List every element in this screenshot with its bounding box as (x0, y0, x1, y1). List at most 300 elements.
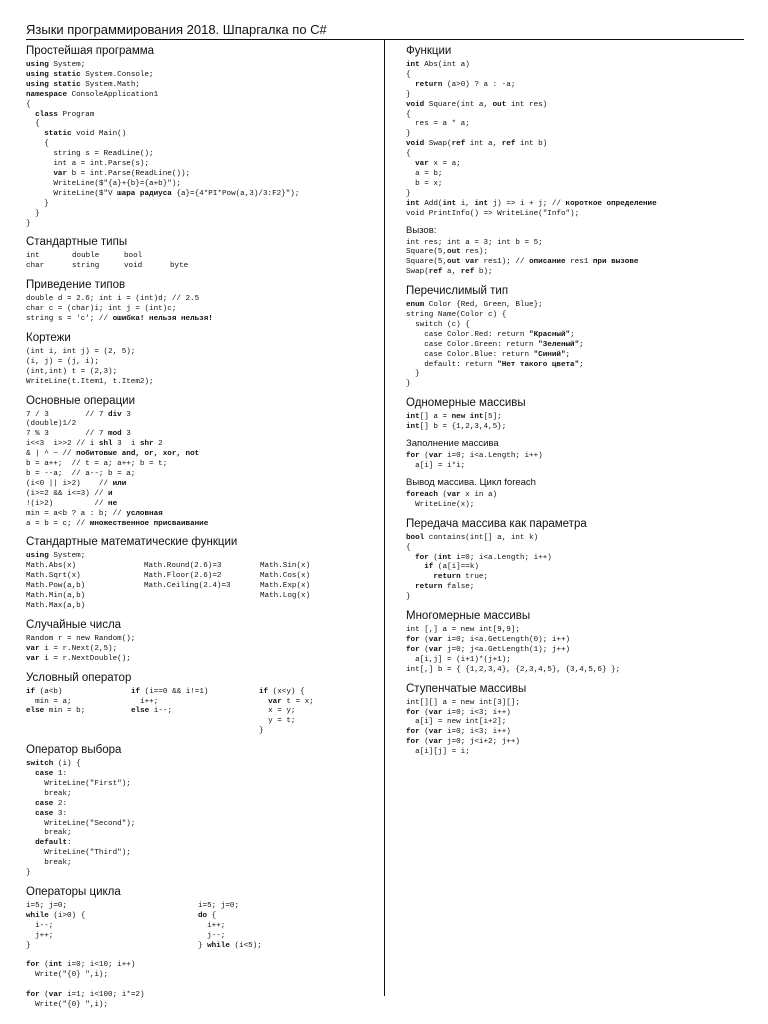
keyword: new int (451, 413, 484, 422)
section-heading: Основные операции (26, 394, 136, 407)
grid-cell: Math.Round(2.6)=3 (144, 562, 222, 571)
grid-cell: i--; (26, 921, 54, 930)
code-line: a = b; (406, 169, 443, 178)
code-line: WriteLine("Third"); (26, 849, 131, 858)
grid-cell: } (26, 941, 31, 950)
code-line: Swap(ref a, ref b); (406, 268, 493, 277)
grid-cell: if (x<y) { (259, 687, 305, 696)
section-heading: Многомерные массивы (406, 610, 531, 623)
code-line: b = --a; // a--; b = a; (26, 470, 136, 478)
code-line: b = a++; // t = a; a++; b = t; (26, 460, 168, 469)
code-block (26, 952, 381, 1011)
keyword: ref (451, 140, 466, 149)
code-line: break; (26, 789, 72, 798)
keyword: class (35, 110, 58, 119)
section-heading: Перечислимый тип (406, 285, 509, 298)
grid-cell: } (259, 727, 264, 736)
code-line: for (var i=0; i<3; i++) (406, 708, 511, 717)
grid-cell: void (124, 262, 143, 271)
section-heading: Операторы цикла (26, 886, 121, 898)
grid-cell: var t = x; (268, 697, 314, 706)
keyword: короткое определение (565, 199, 657, 208)
code-line: for (var i=0; i<3; i++) (406, 728, 511, 737)
grid-cell: while (i>0) { (26, 911, 86, 920)
code-line: } (406, 90, 411, 99)
keyword: for (26, 961, 40, 970)
grid-cell (131, 717, 259, 727)
code-line: a[i] = i*i; (406, 462, 466, 470)
code-line: string Name(Color c) { (406, 311, 507, 320)
code-line: } (26, 209, 40, 218)
code-line: (int i, int j) = (2, 5); (26, 347, 136, 356)
grid-cell: Math.Ceiling(2.4)=3 (144, 582, 231, 591)
code-line: } (406, 593, 411, 602)
code-line: { (406, 110, 411, 119)
code-line: (int,int) t = (2,3); (26, 367, 118, 376)
conditional-grid (26, 688, 381, 738)
code-line: case Color.Green: return "Зеленый"; (406, 340, 584, 349)
keyword: int (48, 961, 63, 970)
grid-cell: } while (i<5); (198, 941, 262, 950)
grid-cell: Math.Exp(x) (260, 582, 311, 591)
code-line: switch (i) { (26, 760, 81, 769)
code-line: !(i>2) // не (26, 499, 118, 508)
section-conditional (26, 671, 381, 738)
code-line: for (var i=0; i<a.GetLength(0); i++) (406, 635, 571, 644)
code-line: string s = ReadLine(); (26, 150, 154, 159)
grid-cell: Math.Pow(a,b) (26, 582, 86, 591)
keyword: void (406, 140, 425, 149)
code-line: for (int i=0; i<10; i++) (26, 961, 136, 970)
keyword: out (492, 100, 507, 109)
code-block (406, 301, 746, 390)
keyword: out var (447, 258, 479, 267)
code-line: 7 / 3 // 7 div 3 (26, 410, 131, 419)
code-line: break; (26, 829, 72, 838)
grid-cell (170, 252, 210, 262)
keyword: foreach (406, 490, 438, 499)
keyword: case (35, 809, 54, 818)
section-multidim-arrays (406, 609, 746, 676)
grid-cell: Math.Max(a,b) (26, 601, 86, 610)
grid-cell: i=5; j=0; (26, 902, 68, 910)
grid-cell (144, 602, 260, 612)
section-tuples (26, 331, 381, 388)
section-heading: Стандартные типы (26, 236, 128, 249)
keyword: и (108, 489, 113, 498)
keyword: while (207, 941, 230, 950)
code-line: for (var i=1; i<100; i*=2) (26, 991, 145, 1000)
subsection-heading: Вызов: (406, 224, 437, 236)
code-block (406, 452, 746, 472)
code-line: var b = int.Parse(ReadLine()); (53, 169, 191, 178)
keyword: var (428, 738, 443, 747)
code-line: for (var j=0; j<i+2; j++) (406, 738, 520, 747)
code-line: static void Main() (44, 130, 127, 139)
code-line: break; (26, 859, 72, 868)
code-line: (i, j) = (j, i); (26, 357, 99, 366)
code-line: { (26, 140, 49, 149)
keyword: int (442, 199, 457, 208)
grid-cell (144, 592, 260, 602)
keyword: int (437, 553, 452, 562)
code-line: int[] b = {1,2,3,4,5}; (406, 423, 507, 432)
code-line: (double)1/2 (26, 420, 77, 429)
code-line: char c = (char)i; int j = (int)c; (26, 305, 177, 314)
grid-cell: y = t; (259, 717, 296, 726)
keyword: static (44, 130, 72, 139)
code-line: int[] a = new int[5]; (406, 413, 502, 422)
code-line: b = x; (406, 179, 443, 188)
code-block (26, 348, 381, 388)
code-line: using static System.Console; (26, 70, 154, 79)
grid-cell: i++; (131, 697, 159, 706)
keyword: if (259, 687, 269, 696)
keyword: case (35, 799, 54, 808)
code-line: int [,] a = new int[9,9]; (406, 626, 520, 635)
code-line: bool contains(int[] a, int k) (406, 533, 539, 542)
section-basic-operations (26, 394, 381, 530)
keyword: var (447, 490, 461, 499)
code-line: } (406, 130, 411, 139)
code-line: Square(5,out var res1); // описание res1 при вызове (406, 258, 639, 267)
keyword: ref (460, 268, 475, 277)
section-heading: Стандартные математические функции (26, 536, 238, 549)
keyword: for (406, 635, 420, 644)
keyword: enum (406, 301, 425, 310)
right-column (406, 42, 746, 758)
code-line: a[i] = new int[i+2]; (406, 718, 507, 727)
keyword: var (268, 697, 282, 706)
keyword: побитовые and, or, xor, not (76, 450, 200, 459)
section-heading: Оператор выбора (26, 744, 122, 757)
code-block (406, 491, 746, 511)
grid-cell: double (72, 252, 100, 261)
code-line: return true; (433, 573, 489, 582)
keyword: shr (139, 440, 154, 449)
section-arrays (406, 396, 746, 510)
grid-cell (26, 727, 131, 737)
keyword: int (406, 413, 420, 422)
code-line: int Add(int i, int j) => i + j; // короткое определение (406, 199, 657, 208)
keyword: "Красный" (529, 330, 571, 339)
keyword: var (48, 991, 63, 1000)
code-block (406, 626, 746, 676)
code-block (26, 635, 381, 665)
code-line: Square(5,out res); (406, 248, 489, 257)
section-array-parameter (406, 517, 746, 603)
keyword: int (406, 61, 420, 69)
code-block (406, 699, 746, 758)
code-line: } (406, 370, 420, 379)
code-line: for (var j=0; j<a.GetLength(1); j++) (406, 645, 571, 654)
keyword: out (447, 248, 461, 257)
keyword: bool (406, 533, 425, 542)
code-block (406, 61, 746, 220)
keyword: switch (26, 760, 54, 769)
code-line: { (406, 150, 411, 159)
code-line: WriteLine("Second"); (26, 819, 136, 828)
code-line: foreach (var x in a) (406, 490, 498, 499)
code-block (26, 295, 381, 325)
code-line: WriteLine("First"); (26, 779, 131, 788)
code-line: Write("{0} ",i); (26, 1001, 109, 1010)
keyword: while (26, 911, 49, 920)
keyword: var (26, 644, 40, 653)
code-line: case 3: (35, 809, 68, 818)
section-functions (406, 44, 746, 278)
keyword: mod (108, 430, 122, 439)
keyword: "Нет такого цвета" (497, 360, 580, 369)
grid-cell: else min = b; (26, 707, 86, 716)
code-line: using System; (26, 552, 86, 561)
keyword: for (406, 452, 420, 461)
code-block (26, 552, 381, 562)
code-line: enum Color {Red, Green, Blue}; (406, 301, 543, 310)
code-line: { (26, 100, 31, 109)
keyword: default (35, 839, 68, 848)
code-line: class Program (35, 110, 95, 119)
keyword: ref (501, 140, 516, 149)
section-jagged-arrays (406, 682, 746, 758)
grid-cell: i=5; j=0; (198, 902, 240, 910)
code-line: default: return "Нет такого цвета"; (406, 360, 584, 369)
section-heading: Приведение типов (26, 279, 126, 292)
code-line: void Swap(ref int a, ref int b) (406, 140, 548, 149)
keyword: void (406, 100, 425, 109)
keyword: int (406, 423, 420, 432)
code-line: } (26, 219, 31, 228)
code-line: case Color.Blue: return "Синий"; (406, 350, 571, 359)
keyword: for (26, 991, 40, 1000)
code-line: for (var i=0; i<a.Length; i++) (406, 452, 543, 461)
keyword: var (53, 169, 68, 178)
section-heading: Случайные числа (26, 618, 122, 631)
code-block (26, 760, 381, 879)
code-line: res = a * a; (406, 120, 470, 129)
code-line: void PrintInfo() => WriteLine("Info"); (406, 209, 580, 218)
code-line: using static System.Math; (26, 80, 140, 89)
grid-cell: Math.Sin(x) (260, 562, 311, 571)
grid-cell: j--; (198, 931, 226, 940)
keyword: или (112, 479, 127, 488)
code-line: default: (35, 839, 72, 848)
grid-cell: Math.Abs(x) (26, 562, 77, 571)
types-grid (26, 252, 381, 272)
section-heading: Одномерные массивы (406, 397, 526, 410)
keyword: "Зеленый" (538, 340, 580, 349)
code-line: & | ^ ~ // побитовые and, or, xor, not (26, 450, 200, 459)
keyword: for (406, 645, 420, 654)
code-line: case Color.Red: return "Красный"; (406, 330, 575, 339)
keyword: for (406, 738, 420, 747)
code-line: if (a[i]==k) (424, 563, 479, 572)
grid-cell: int (26, 252, 40, 261)
keyword: if (131, 687, 141, 696)
grid-cell: do { (198, 911, 217, 920)
title-rule (26, 39, 744, 40)
keyword: при вызове (592, 258, 639, 267)
code-line: case 1: (35, 770, 68, 779)
keyword: var (428, 635, 443, 644)
keyword: if (424, 563, 434, 572)
keyword: var (428, 645, 443, 654)
keyword: int (406, 199, 420, 208)
keyword: var (428, 728, 443, 737)
grid-cell: byte (170, 262, 189, 271)
grid-cell: char (26, 262, 45, 271)
code-line: int[][] a = new int[3][]; (406, 698, 520, 707)
section-heading: Передача массива как параметра (406, 517, 587, 530)
section-heading: Простейшая программа (26, 45, 155, 57)
code-line: var i = r.NextDouble(); (26, 654, 131, 663)
grid-cell: else i--; (131, 707, 173, 716)
grid-cell: bool (124, 252, 143, 261)
code-line: var i = r.Next(2,5); (26, 644, 118, 653)
section-switch (26, 743, 381, 879)
code-line: int[,] b = { {1,2,3,4}, {2,3,4,5}, {3,4,5,6} }; (406, 665, 621, 674)
grid-cell (131, 727, 259, 737)
grid-cell: Math.Sqrt(x) (26, 572, 81, 581)
keyword: var (428, 708, 443, 717)
keyword: ref (428, 268, 443, 277)
keyword: var (428, 452, 443, 461)
keyword: using static (26, 80, 81, 89)
keyword: else (131, 707, 150, 716)
code-line: return (a>0) ? a : -a; (415, 80, 516, 89)
code-block (406, 534, 746, 603)
code-block (406, 413, 746, 433)
code-line: Random r = new Random(); (26, 634, 136, 643)
code-line: a = b = c; // множественное присваивание (26, 519, 209, 528)
code-line: int res; int a = 3; int b = 5; (406, 238, 543, 247)
keyword: for (415, 553, 429, 562)
keyword: ошибка! нельзя нельзя! (112, 315, 213, 324)
code-line: using System; (26, 61, 86, 69)
code-line: a[i,j] = (i+1)*(j+1); (406, 655, 511, 664)
keyword: var (415, 160, 429, 169)
section-heading: Функции (406, 45, 452, 57)
section-type-casts (26, 278, 381, 325)
code-line: } (406, 380, 411, 389)
code-line: switch (c) { (406, 320, 470, 329)
grid-cell: if (i==0 && i!=1) (131, 687, 209, 696)
keyword: шара радиуса (117, 189, 172, 198)
code-line: a[i][j] = i; (406, 748, 470, 757)
left-column (26, 42, 381, 1011)
code-line: min = a<b ? a : b; // условная (26, 509, 163, 518)
code-line: { (26, 120, 40, 129)
grid-cell: Math.Floor(2.6)=2 (144, 572, 222, 581)
code-block (406, 239, 746, 279)
section-heading: Кортежи (26, 331, 71, 344)
section-heading: Условный оператор (26, 671, 132, 684)
loops-grid (26, 902, 381, 952)
code-line: WriteLine(x); (406, 500, 475, 509)
keyword: using (26, 552, 49, 561)
column-divider (384, 39, 385, 996)
code-line: i<<3 i>>2 // i shl 3 i shr 2 (26, 440, 163, 449)
page-title: Языки программирования 2018. Шпаргалка по C# (26, 22, 327, 37)
keyword: if (26, 687, 36, 696)
code-block (26, 61, 381, 229)
code-line: return false; (415, 583, 475, 592)
section-simple-program (26, 44, 381, 229)
grid-cell: Math.Log(x) (260, 592, 311, 601)
keyword: for (406, 708, 420, 717)
keyword: int (474, 199, 489, 208)
section-random-numbers (26, 618, 381, 665)
keyword: shl (98, 440, 113, 449)
math-functions-grid (26, 562, 381, 612)
code-line: for (int i=0; i<a.Length; i++) (415, 553, 552, 562)
keyword: множественное присваивание (89, 519, 209, 528)
keyword: return (415, 583, 443, 592)
code-line: (i<0 || i>2) // или (26, 479, 127, 488)
section-loops (26, 885, 381, 1011)
keyword: return (433, 573, 461, 582)
keyword: for (406, 728, 420, 737)
code-line: namespace ConsoleApplication1 (26, 90, 159, 99)
grid-cell: i++; (198, 921, 226, 930)
grid-cell: Math.Min(a,b) (26, 592, 86, 601)
section-enum (406, 284, 746, 390)
code-line: 7 % 3 // 7 mod 3 (26, 430, 131, 439)
code-line: { (406, 543, 411, 552)
grid-cell (260, 602, 360, 612)
code-line: } (406, 189, 411, 198)
keyword: "Синий" (533, 350, 566, 359)
keyword: do (198, 911, 208, 920)
keyword: case (35, 770, 54, 779)
section-heading: Ступенчатые массивы (406, 682, 527, 695)
grid-cell (26, 717, 131, 727)
grid-cell: if (a<b) (26, 687, 63, 696)
code-line: case 2: (35, 799, 68, 808)
subsection-heading: Заполнение массива (406, 438, 499, 450)
code-line: int a = int.Parse(s); (26, 160, 150, 169)
keyword: div (108, 410, 122, 419)
code-line: { (406, 70, 411, 79)
section-standard-types (26, 235, 381, 272)
keyword: using (26, 61, 49, 69)
section-math-functions (26, 535, 381, 611)
code-block (26, 411, 381, 530)
code-line: WriteLine($"V шара радиуса {a}={4*PI*Pow(a,3)/3:F2}"); (26, 189, 300, 198)
keyword: описание (529, 258, 566, 267)
keyword: var (26, 654, 40, 663)
code-line: WriteLine($"{a}+{b}={a+b}"); (26, 179, 181, 188)
grid-cell: string (72, 262, 100, 271)
keyword: return (415, 80, 443, 89)
code-line: var x = a; (415, 160, 461, 169)
code-line: } (26, 869, 31, 878)
keyword: using static (26, 70, 81, 79)
keyword: else (26, 707, 45, 716)
subsection-heading: Вывод массива. Цикл foreach (406, 476, 536, 488)
grid-cell: j++; (26, 931, 54, 940)
grid-cell: min = a; (26, 697, 72, 706)
code-line: Write("{0} ",i); (26, 971, 109, 980)
code-line: int Abs(int a) (406, 61, 470, 69)
keyword: условная (126, 509, 163, 518)
grid-cell: x = y; (259, 707, 296, 716)
code-line: void Square(int a, out int res) (406, 100, 548, 109)
grid-cell: Math.Cos(x) (260, 572, 311, 581)
keyword: namespace (26, 90, 68, 99)
code-line: WriteLine(t.Item1, t.Item2); (26, 377, 154, 386)
code-line: string s = 'c'; // ошибка! нельзя нельзя! (26, 315, 213, 324)
